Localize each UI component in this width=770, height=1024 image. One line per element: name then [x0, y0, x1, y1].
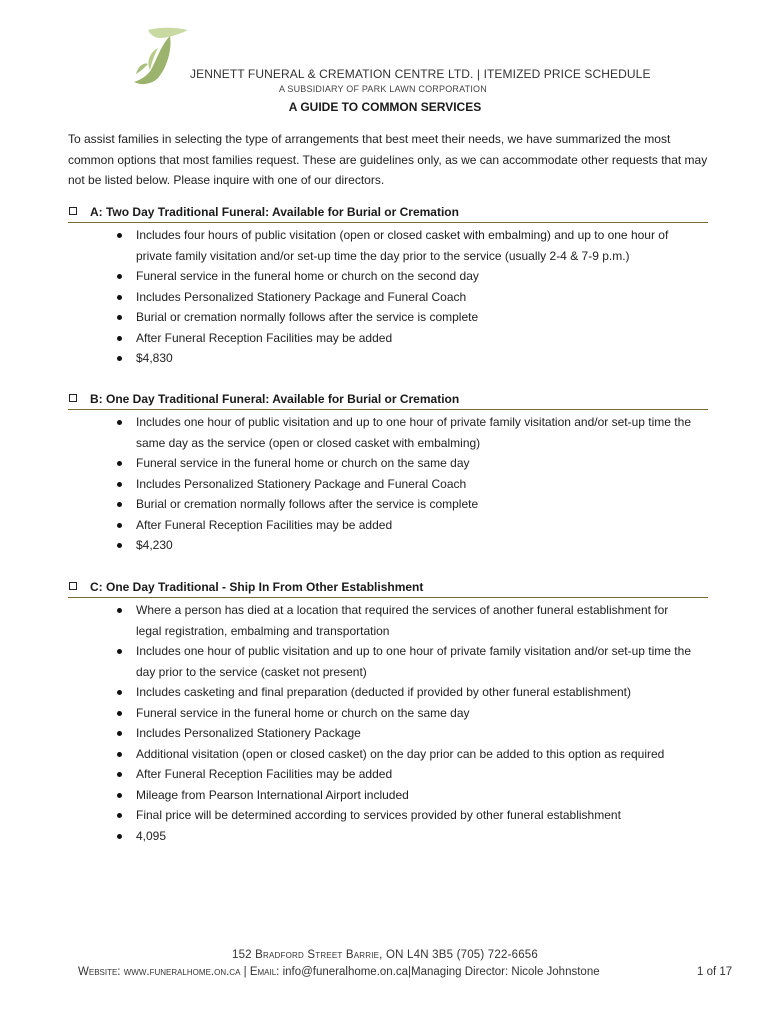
section-header: [68, 202, 708, 223]
leaf-j-logo-icon: [128, 26, 190, 86]
bullet-icon: [117, 752, 122, 757]
footer-contact: Website: www.funeralhome.on.ca | Email: info@funeralhome.on.ca|Managing Director: Nicole Johnstone: [78, 966, 600, 978]
list-item: Includes one hour of public visitation and up to one hour of private family visitation and/or set-up time the day prior to the service (casket not present): [68, 641, 708, 682]
list-item: Funeral service in the funeral home or church on the same day: [68, 703, 708, 724]
bullet-icon: [117, 420, 122, 425]
guide-title: A GUIDE TO COMMON SERVICES: [288, 100, 482, 114]
list-item: Funeral service in the funeral home or church on the second day: [68, 266, 708, 287]
bullet-icon: [117, 731, 122, 736]
website-label: Website:: [78, 966, 121, 978]
bullet-icon: [117, 336, 122, 341]
list-item: Includes Personalized Stationery Package and Funeral Coach: [68, 474, 708, 495]
intro-paragraph: To assist families in selecting the type of arrangements that best meet their needs, we have summarized the most common options that most families request. These are guidelines only, as we can accommodate other requests that may not be listed below. Please inquire with one of our directors.: [68, 132, 708, 187]
list-item: After Funeral Reception Facilities may be added: [68, 328, 708, 349]
document-subtitle: A SUBSIDIARY OF PARK LAWN CORPORATION: [279, 84, 487, 94]
list-item: Includes Personalized Stationery Package and Funeral Coach: [68, 287, 708, 308]
list-item: $4,830: [68, 348, 708, 369]
document-title: JENNETT FUNERAL & CREMATION CENTRE LTD. | ITEMIZED PRICE SCHEDULE: [190, 67, 651, 81]
section-a: [68, 202, 708, 369]
bullet-icon: [117, 356, 122, 361]
list-item: Final price will be determined according to services provided by other funeral establishment: [68, 805, 708, 826]
list-item: Includes casketing and final preparation (deducted if provided by other funeral establishment): [68, 682, 708, 703]
email-label: Email:: [249, 966, 280, 978]
list-item: 4,095: [68, 826, 708, 847]
section-label: B: One Day Traditional Funeral: Available for Burial or Cremation: [90, 392, 460, 406]
bullet-icon: [117, 482, 122, 487]
list-item: Funeral service in the funeral home or church on the same day: [68, 453, 708, 474]
bullet-icon: [117, 608, 122, 613]
bullet-icon: [117, 813, 122, 818]
bullet-icon: [117, 502, 122, 507]
list-item: Burial or cremation normally follows after the service is complete: [68, 494, 708, 515]
checkbox[interactable]: [69, 394, 77, 402]
section-header: [68, 577, 708, 598]
bullet-icon: [117, 690, 122, 695]
footer-address: 152 Bradford Street Barrie, ON L4N 3B5 (705) 722-6656: [231, 949, 539, 961]
list-item: After Funeral Reception Facilities may be added: [68, 515, 708, 536]
section-b: [68, 389, 708, 556]
website-link[interactable]: www.funeralhome.on.ca: [123, 966, 241, 978]
list-item: Burial or cremation normally follows after the service is complete: [68, 307, 708, 328]
bullet-icon: [117, 543, 122, 548]
bullet-icon: [117, 772, 122, 777]
section-header: [68, 389, 708, 410]
list-item: Mileage from Pearson International Airport included: [68, 785, 708, 806]
section-label: C: One Day Traditional - Ship In From Other Establishment: [90, 580, 424, 594]
bullet-icon: [117, 834, 122, 839]
bullet-icon: [117, 315, 122, 320]
list-item: Includes one hour of public visitation and up to one hour of private family visitation and/or set-up time the same day as the service (open or closed casket with embalming): [68, 412, 708, 453]
bullet-icon: [117, 461, 122, 466]
bullet-icon: [117, 793, 122, 798]
bullet-icon: [117, 274, 122, 279]
list-item: Includes Personalized Stationery Package: [68, 723, 708, 744]
list-item: $4,230: [68, 535, 708, 556]
bullet-icon: [117, 649, 122, 654]
email-link[interactable]: info@funeralhome.on.ca: [282, 966, 409, 978]
bullet-icon: [117, 711, 122, 716]
section-c: [68, 577, 708, 846]
bullet-icon: [117, 523, 122, 528]
managing-director: |Managing Director: Nicole Johnstone: [408, 966, 600, 978]
page-number: 1 of 17: [697, 966, 733, 978]
bullet-icon: [117, 233, 122, 238]
list-item: Additional visitation (open or closed casket) on the day prior can be added to this option as required: [68, 744, 708, 765]
checkbox[interactable]: [69, 207, 77, 215]
list-item: Where a person has died at a location that required the services of another funeral establishment for legal registration, embalming and transportation: [68, 600, 708, 641]
checkbox[interactable]: [69, 582, 77, 590]
section-label: A: Two Day Traditional Funeral: Available for Burial or Cremation: [90, 205, 459, 219]
list-item: Includes four hours of public visitation (open or closed casket with embalming) and up to one hour of private family visitation and/or set-up time the day prior to the service (usually 2-4 & 7-9 p.m.): [68, 225, 708, 266]
bullet-icon: [117, 295, 122, 300]
list-item: After Funeral Reception Facilities may be added: [68, 764, 708, 785]
